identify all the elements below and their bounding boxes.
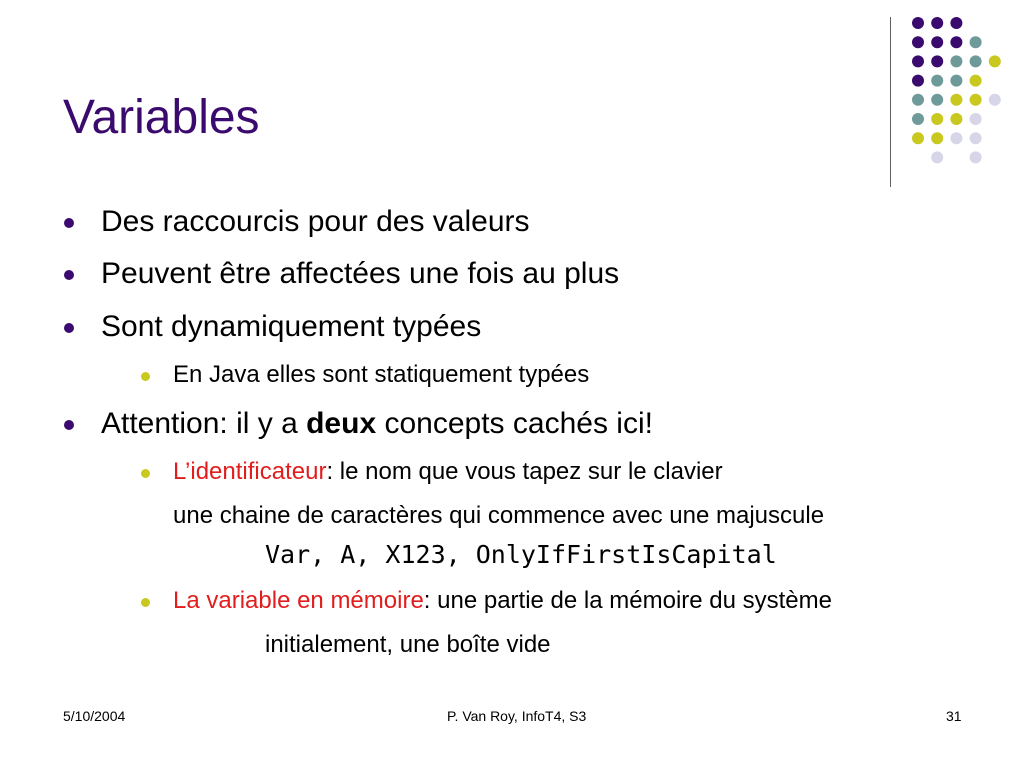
decoration-dot: [989, 94, 1001, 106]
bullet-dot: [64, 420, 74, 430]
decoration-dot: [931, 55, 943, 67]
decoration-dot: [970, 113, 982, 125]
decoration-dot: [931, 151, 943, 163]
slide-title: Variables: [63, 91, 260, 144]
bullet-text-before: Attention: il y a: [101, 407, 307, 440]
decoration-dot: [931, 132, 943, 144]
bullet-text: Peuvent être affectées une fois au plus: [101, 257, 620, 290]
decoration-dot: [950, 75, 962, 87]
highlight-term: L’identificateur: [173, 458, 327, 485]
bullet-dot: [64, 270, 74, 280]
bullet-text: Des raccourcis pour des valeurs: [101, 205, 530, 238]
decoration-dot: [931, 94, 943, 106]
decoration-dot: [970, 94, 982, 106]
decoration-dot: [912, 17, 924, 29]
vertical-divider: [890, 17, 891, 187]
bullet-text-bold: deux: [306, 407, 377, 440]
sub-bullet-dot: [141, 372, 150, 381]
decoration-dot: [989, 55, 1001, 67]
decoration-dot: [931, 17, 943, 29]
decoration-dot: [950, 36, 962, 48]
decoration-dot: [912, 36, 924, 48]
decoration-dot: [970, 36, 982, 48]
decoration-dot: [931, 113, 943, 125]
decoration-dot: [912, 75, 924, 87]
code-examples: Var, A, X123, OnlyIfFirstIsCapital: [265, 540, 777, 569]
decoration-dot: [970, 132, 982, 144]
decoration-dot: [970, 55, 982, 67]
footer-date: 5/10/2004: [63, 708, 126, 724]
decoration-dot: [950, 113, 962, 125]
decoration-dot: [970, 151, 982, 163]
footer-author: P. Van Roy, InfoT4, S3: [447, 708, 587, 724]
bullet-text: Sont dynamiquement typées: [101, 310, 482, 343]
footer-page-number: 31: [946, 708, 962, 724]
bullet-dot: [64, 323, 74, 333]
decoration-dot: [931, 36, 943, 48]
sub-bullet-dot: [141, 598, 150, 607]
highlight-term: La variable en mémoire: [173, 587, 424, 614]
decoration-dot: [912, 55, 924, 67]
bullet-text-after: concepts cachés ici!: [376, 407, 653, 440]
decoration-dot: [950, 132, 962, 144]
decoration-dot: [912, 94, 924, 106]
decoration-dot: [912, 113, 924, 125]
decoration-dot: [950, 94, 962, 106]
decoration-dot: [912, 132, 924, 144]
decoration-dot: [970, 75, 982, 87]
sub-bullet-rest: : une partie de la mémoire du système: [423, 587, 832, 614]
sub-bullet-continuation: une chaine de caractères qui commence avec une majuscule: [173, 502, 825, 529]
sub-bullet-text: [173, 458, 723, 486]
sub-bullet-dot: [141, 469, 150, 478]
decoration-dot: [931, 75, 943, 87]
decoration-dot: [950, 17, 962, 29]
decoration-dot: [950, 55, 962, 67]
sub-bullet-continuation: initialement, une boîte vide: [265, 631, 551, 658]
bullet-text: [101, 407, 653, 441]
sub-bullet-text: [173, 587, 832, 615]
sub-bullet-rest: : le nom que vous tapez sur le clavier: [326, 458, 723, 485]
bullet-dot: [64, 218, 74, 228]
sub-bullet-text: En Java elles sont statiquement typées: [173, 361, 590, 388]
